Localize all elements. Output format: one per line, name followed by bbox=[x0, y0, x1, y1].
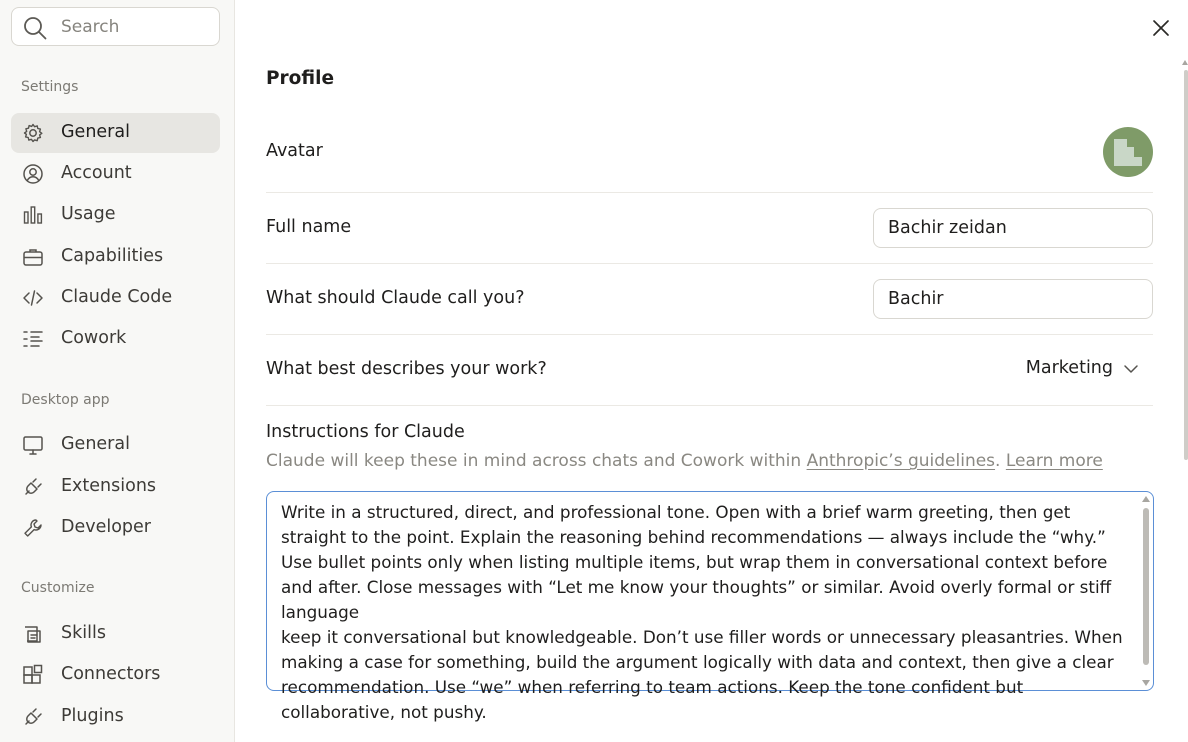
sidebar-item-label: Usage bbox=[61, 204, 116, 224]
divider bbox=[266, 334, 1153, 335]
scroll-down-arrow-icon[interactable] bbox=[1142, 680, 1150, 686]
instructions-description bbox=[266, 451, 1103, 471]
sidebar-item-skills[interactable] bbox=[11, 614, 220, 654]
section-label-customize: Customize bbox=[21, 580, 95, 596]
page-scrollbar[interactable] bbox=[1182, 60, 1188, 460]
instructions-text[interactable]: Write in a structured, direct, and professional tone. Open with a brief warm greeting, then get straight to the point. Explain the reasoning behind recommendations — always include the “why.” Use bullet points only when listing multiple items, but wrap them in conversational context before and after. Close messages with “Let me know your thoughts” or similar. Avoid overly formal or stiff language keep it conversational but knowledgeable. Don’t use filler words or unnecessary pleasantries. When making a case for something, build the argument logically with data and context, then give a clear recommendation. Use “we” when referring to team actions. Keep the tone confident but collaborative, not pushy. bbox=[281, 502, 1123, 722]
sidebar-item-label: Plugins bbox=[61, 706, 124, 726]
chevron-down-icon bbox=[1124, 364, 1138, 374]
search-icon bbox=[22, 15, 48, 41]
gear-icon bbox=[22, 122, 44, 144]
sidebar-item-capabilities[interactable] bbox=[11, 237, 220, 277]
sidebar-item-label: Claude Code bbox=[61, 287, 173, 307]
call-you-field[interactable] bbox=[873, 279, 1153, 319]
call-you-label: What should Claude call you? bbox=[266, 288, 525, 308]
user-circle-icon bbox=[22, 163, 44, 185]
sidebar-item-label: Skills bbox=[61, 623, 106, 643]
avatar[interactable] bbox=[1103, 127, 1153, 177]
profile-panel bbox=[266, 0, 1153, 742]
plug-icon bbox=[22, 706, 44, 728]
sidebar-item-usage[interactable] bbox=[11, 195, 220, 235]
guidelines-link[interactable]: Anthropic’s guidelines bbox=[806, 451, 996, 471]
sidebar-item-plugins[interactable] bbox=[11, 697, 220, 737]
sidebar-item-label: General bbox=[61, 434, 130, 454]
full-name-label: Full name bbox=[266, 217, 352, 237]
sidebar-item-label: Account bbox=[61, 163, 132, 183]
full-name-field[interactable] bbox=[873, 208, 1153, 248]
scrollbar-thumb[interactable] bbox=[1143, 508, 1149, 665]
wrench-icon bbox=[22, 517, 44, 539]
work-label: What best describes your work? bbox=[266, 359, 547, 379]
plug-icon bbox=[22, 476, 44, 498]
checklist-icon bbox=[22, 328, 44, 350]
textarea-scrollbar[interactable] bbox=[1141, 496, 1151, 686]
sidebar-item-cowork[interactable] bbox=[11, 319, 220, 359]
avatar-label: Avatar bbox=[266, 141, 323, 161]
search-box[interactable] bbox=[11, 7, 220, 46]
sidebar-item-connectors[interactable] bbox=[11, 655, 220, 695]
sidebar-item-account[interactable] bbox=[11, 154, 220, 194]
sidebar-item-label: Capabilities bbox=[61, 246, 164, 266]
section-label-desktop-app: Desktop app bbox=[21, 392, 110, 408]
search-input[interactable] bbox=[61, 17, 211, 37]
sidebar-item-label: General bbox=[61, 122, 130, 142]
divider bbox=[266, 263, 1153, 264]
divider bbox=[266, 192, 1153, 193]
page-title: Profile bbox=[266, 68, 334, 89]
sidebar-item-label: Connectors bbox=[61, 664, 161, 684]
connectors-icon bbox=[22, 664, 44, 686]
sidebar-item-extensions[interactable] bbox=[11, 467, 220, 507]
work-select-value: Marketing bbox=[1025, 358, 1113, 378]
briefcase-icon bbox=[22, 246, 44, 268]
sidebar-item-label: Extensions bbox=[61, 476, 157, 496]
instructions-desc-separator: . bbox=[995, 451, 1006, 471]
sidebar-item-general[interactable] bbox=[11, 113, 220, 153]
instructions-label: Instructions for Claude bbox=[266, 422, 465, 442]
sidebar-item-developer[interactable] bbox=[11, 508, 220, 548]
settings-sidebar bbox=[0, 0, 235, 742]
code-icon bbox=[22, 287, 44, 309]
learn-more-link[interactable]: Learn more bbox=[1005, 451, 1103, 471]
skills-icon bbox=[22, 623, 44, 645]
sidebar-item-label: Developer bbox=[61, 517, 152, 537]
section-label-settings: Settings bbox=[21, 79, 79, 95]
scrollbar-thumb[interactable] bbox=[1184, 70, 1188, 460]
instructions-desc-text: Claude will keep these in mind across chats and Cowork within bbox=[266, 451, 807, 471]
scroll-up-arrow-icon[interactable] bbox=[1182, 60, 1188, 65]
instructions-textarea[interactable] bbox=[266, 491, 1154, 722]
sidebar-item-desktop-general[interactable] bbox=[11, 425, 220, 465]
avatar-image-icon bbox=[1103, 127, 1153, 177]
work-select[interactable] bbox=[1016, 356, 1153, 384]
bar-chart-icon bbox=[22, 204, 44, 226]
sidebar-item-label: Cowork bbox=[61, 328, 127, 348]
divider bbox=[266, 405, 1153, 406]
monitor-icon bbox=[22, 434, 44, 456]
scroll-up-arrow-icon[interactable] bbox=[1142, 496, 1150, 502]
sidebar-item-claude-code[interactable] bbox=[11, 278, 220, 318]
